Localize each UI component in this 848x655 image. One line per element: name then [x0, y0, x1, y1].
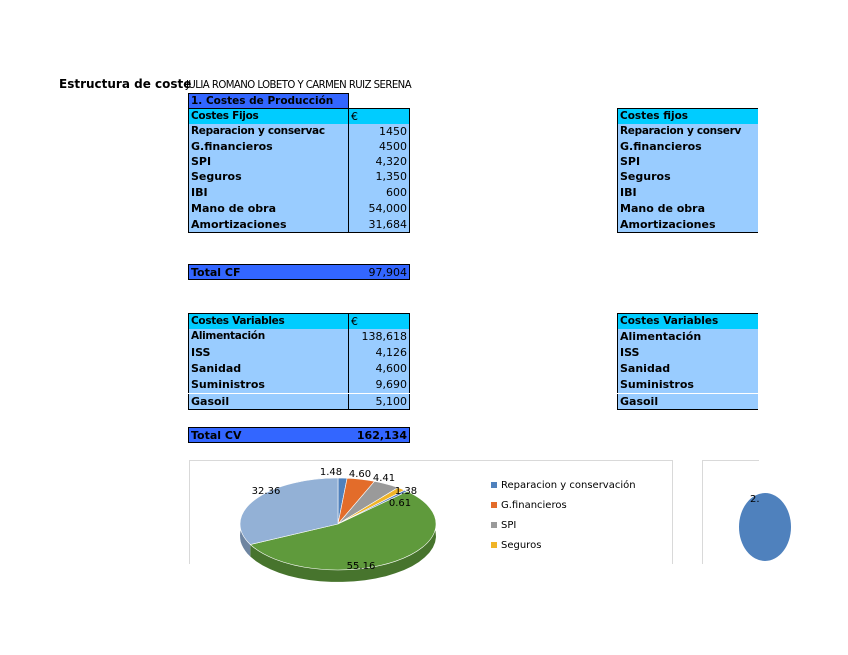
legend-label: Reparacion y conservación — [501, 480, 636, 491]
right-fixed-row[interactable]: Mano de obra — [617, 201, 758, 217]
fixed-row-value[interactable]: 1,350 — [348, 169, 410, 185]
variable-row-label[interactable]: Alimentación — [188, 329, 349, 345]
right-fixed-row[interactable]: Reparacion y conserv — [617, 124, 758, 140]
author-names: JULIA ROMANO LOBETO Y CARMEN RUIZ SERENA — [186, 78, 412, 91]
variable-row-label[interactable]: Sanidad — [188, 361, 349, 377]
pie-chart-canvas-2 — [703, 461, 760, 565]
legend-item — [491, 480, 636, 491]
pie-chart-canvas — [190, 461, 674, 572]
total-cf-value[interactable]: 97,904 — [348, 264, 410, 280]
fixed-row-value[interactable]: 31,684 — [348, 217, 410, 233]
variable-row-value[interactable]: 4,126 — [348, 345, 410, 361]
legend-item — [491, 500, 567, 511]
variable-costs-pie-chart[interactable] — [702, 460, 759, 564]
fixed-row-value[interactable]: 4,320 — [348, 154, 410, 170]
right-variable-header[interactable]: Costes Variables — [617, 313, 758, 329]
pie-slice — [739, 493, 791, 561]
fixed-row-label[interactable]: Mano de obra — [188, 201, 349, 217]
total-cf-label[interactable]: Total CF — [188, 264, 349, 280]
variable-row-label[interactable]: Suministros — [188, 377, 349, 393]
page-title: Estructura de coste — [59, 77, 192, 91]
right-variable-row[interactable]: Gasoil — [617, 394, 758, 410]
section-title-cell[interactable]: 1. Costes de Producción — [188, 93, 349, 108]
legend-swatch — [491, 542, 497, 548]
variable-row-label[interactable]: Gasoil — [188, 394, 349, 410]
legend-item — [491, 520, 516, 531]
fixed-row-label[interactable]: SPI — [188, 154, 349, 170]
fixed-row-value[interactable]: 600 — [348, 185, 410, 201]
total-cv-value[interactable]: 162,134 — [348, 427, 410, 443]
right-fixed-row[interactable]: Seguros — [617, 169, 758, 185]
fixed-costs-pie-chart[interactable] — [189, 460, 673, 572]
right-variable-row[interactable]: ISS — [617, 345, 758, 361]
variable-header-unit[interactable]: € — [348, 313, 410, 329]
fixed-row-label[interactable]: Reparacion y conservac — [188, 124, 349, 140]
right-fixed-row[interactable]: Amortizaciones — [617, 217, 758, 233]
legend-swatch — [491, 502, 497, 508]
right-variable-row[interactable]: Sanidad — [617, 361, 758, 377]
slice-label: 4.41 — [372, 473, 396, 484]
fixed-row-value[interactable]: 1450 — [348, 124, 410, 140]
variable-row-value[interactable]: 9,690 — [348, 377, 410, 393]
legend-item — [491, 540, 541, 551]
legend-swatch — [491, 482, 497, 488]
slice-label: 0.61 — [388, 498, 412, 509]
fixed-row-value[interactable]: 4500 — [348, 139, 410, 155]
fixed-row-value[interactable]: 54,000 — [348, 201, 410, 217]
variable-row-label[interactable]: ISS — [188, 345, 349, 361]
slice-label: 32.36 — [251, 486, 281, 497]
legend-label: SPI — [501, 520, 517, 531]
legend-swatch — [491, 522, 497, 528]
slice-label: 2. — [750, 494, 760, 505]
fixed-row-label[interactable]: G.financieros — [188, 139, 349, 155]
variable-row-value[interactable]: 138,618 — [348, 329, 410, 345]
slice-label: 4.60 — [348, 469, 372, 480]
slice-label: 1.48 — [319, 467, 343, 478]
right-variable-row[interactable]: Suministros — [617, 377, 758, 393]
variable-header-label[interactable]: Costes Variables — [188, 313, 349, 329]
slice-label: 55.16 — [346, 561, 376, 572]
fixed-header-unit[interactable]: € — [348, 108, 410, 124]
right-fixed-row[interactable]: G.financieros — [617, 139, 758, 155]
fixed-header-label[interactable]: Costes Fijos — [188, 108, 349, 124]
right-fixed-header[interactable]: Costes fijos — [617, 108, 758, 124]
slice-label: 1.38 — [394, 486, 418, 497]
right-fixed-row[interactable]: IBI — [617, 185, 758, 201]
fixed-row-label[interactable]: IBI — [188, 185, 349, 201]
legend-label: Seguros — [501, 540, 542, 551]
fixed-row-label[interactable]: Amortizaciones — [188, 217, 349, 233]
variable-row-value[interactable]: 5,100 — [348, 394, 410, 410]
variable-row-value[interactable]: 4,600 — [348, 361, 410, 377]
right-variable-row[interactable]: Alimentación — [617, 329, 758, 345]
total-cv-label[interactable]: Total CV — [188, 427, 349, 443]
fixed-row-label[interactable]: Seguros — [188, 169, 349, 185]
right-fixed-row[interactable]: SPI — [617, 154, 758, 170]
legend-label: G.financieros — [501, 500, 567, 511]
